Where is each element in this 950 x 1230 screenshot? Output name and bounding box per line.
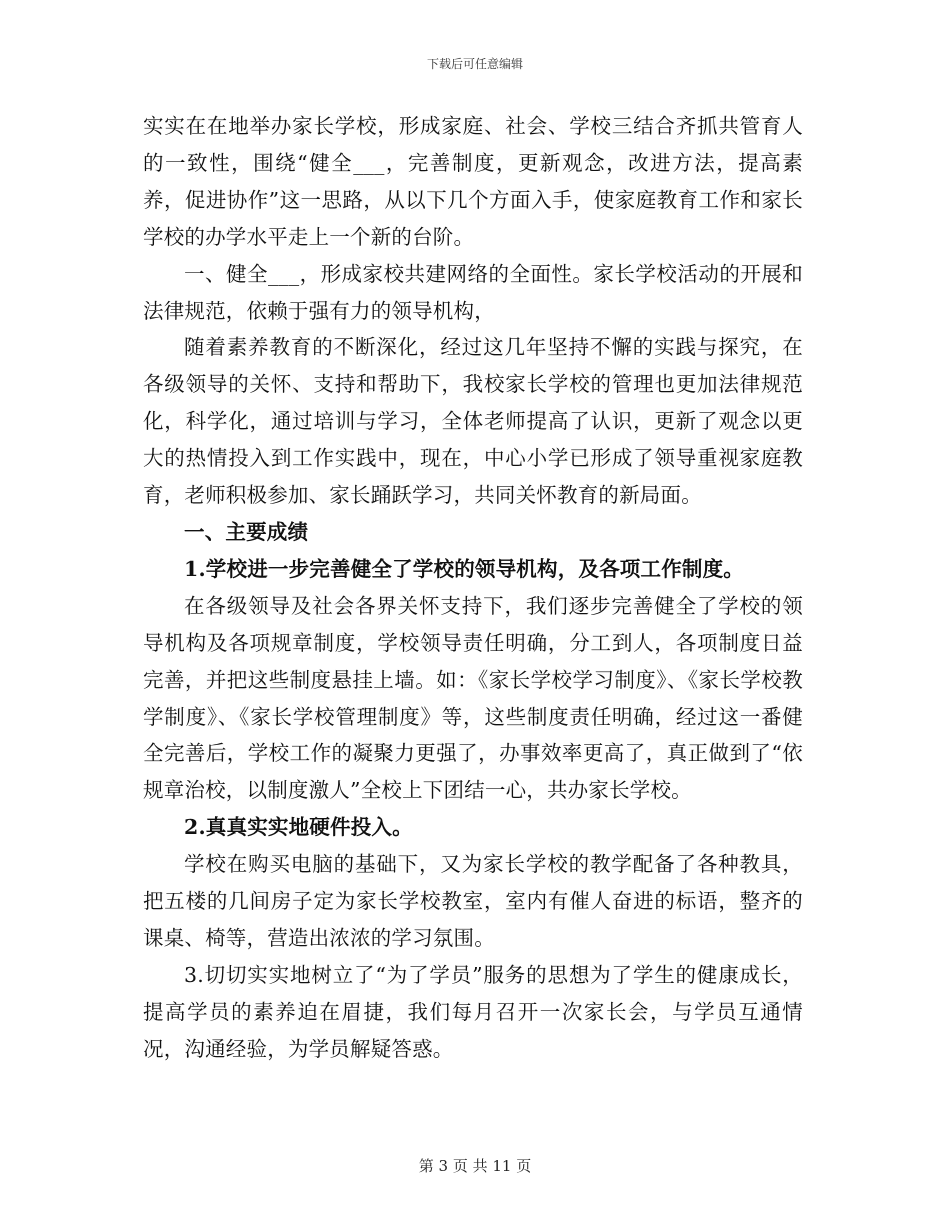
paragraph-context: 随着素养教育的不断深化，经过这几年坚持不懈的实践与探究，在各级领导的关怀、支持和帮助下，我校家长学校的管理也更加法律规范化，科学化，通过培训与学习，全体老师提高了认识，更新了观念以更大的热情投入到工作实践中，现在，中心小学已形成了领导重视家庭教育，老师积极参加、家长踊跃学习，共同关怀教育的新局面。: [143, 335, 803, 508]
paragraph-section-one-intro: 一、健全___，形成家校共建网络的全面性。家长学校活动的开展和法律规范，依赖于强有力的领导机构，: [143, 261, 803, 323]
heading-item-1: 1.学校进一步完善健全了学校的领导机构，及各项工作制度。: [184, 556, 744, 581]
paragraph-item-3: 3.切切实实地树立了“为了学员”服务的思想为了学生的健康成长，提高学员的素养迫在眉捷，我们每月召开一次家长会，与学员互通情况，沟通经验，为学员解疑答惑。: [143, 962, 803, 1061]
paragraph-intro: 实实在在地举办家长学校，形成家庭、社会、学校三结合齐抓共管育人的一致性，围绕“健全___，完善制度，更新观念，改进方法，提高素养，促进协作”这一思路，从以下几个方面入手，使家庭教育工作和家长学校的办学水平走上一个新的台阶。: [143, 114, 803, 249]
heading-item-2: 2.真真实实地硬件投入。: [184, 815, 413, 840]
page-number: 第 3 页 共 11 页: [418, 1157, 532, 1175]
heading-main-achievements: 一、主要成绩: [184, 519, 309, 544]
page-header: 下载后可任意编辑: [426, 57, 523, 71]
paragraph-item-1: 在各级领导及社会各界关怀支持下，我们逐步完善健全了学校的领导机构及各项规章制度，学校领导责任明确，分工到人，各项制度日益完善，并把这些制度悬挂上墙。如：《家长学校学习制度》、《家长学校教学制度》、《家长学校管理制度》等，这些制度责任明确，经过这一番健全完善后，学校工作的凝聚力更强了，办事效率更高了，真正做到了“依规章治校，以制度激人”全校上下团结一心，共办家长学校。: [143, 593, 803, 803]
document-body: [143, 108, 803, 1068]
paragraph-item-2: 学校在购买电脑的基础下，又为家长学校的教学配备了各种教具，把五楼的几间房子定为家长学校教室，室内有催人奋进的标语，整齐的课桌、椅等，营造出浓浓的学习氛围。: [143, 852, 803, 950]
